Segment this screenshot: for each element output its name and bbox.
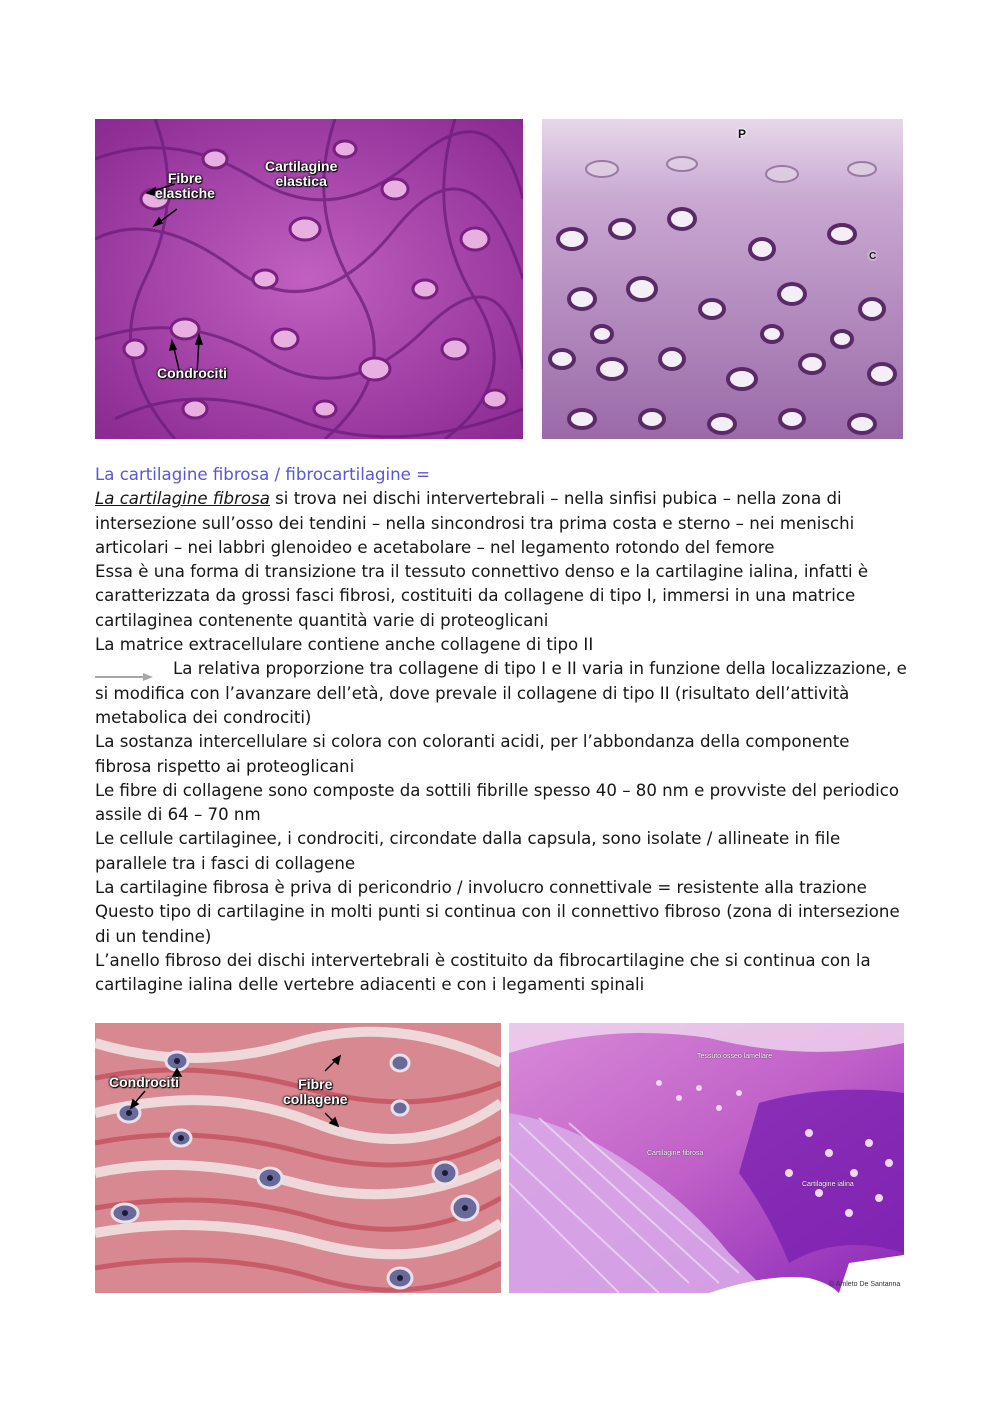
- paragraph-1: [95, 487, 910, 560]
- label-condrociti: Condrociti: [157, 365, 227, 381]
- paragraph-1-title: La cartilagine fibrosa: [95, 489, 270, 509]
- paragraph-10: L’anello fibroso dei dischi intervertebrali è costituito da fibrocartilagine che si continua con la cartilagine ialina delle vertebre adiacenti e con i legamenti spinali: [95, 950, 871, 995]
- label-cartilagine-fibrosa: Cartilagine fibrosa: [647, 1150, 704, 1157]
- body-text: [95, 463, 910, 998]
- paragraph-9: Questo tipo di cartilagine in molti punti si continua con il connettivo fibroso (zona di intersezione di un tendine): [95, 902, 900, 946]
- label-condrociti-fibrous: Condrociti: [109, 1074, 179, 1090]
- elastic-cartilage-micrograph: [95, 119, 523, 439]
- label-fibre-elastiche: Fibre elastiche: [155, 170, 215, 201]
- label-p: P: [738, 127, 747, 141]
- paragraph-7: Le cellule cartilaginee, i condrociti, circondate dalla capsula, sono isolate / allineate in file parallele tra i fasci di collagene: [95, 829, 841, 873]
- paragraph-3: La matrice extracellulare contiene anche collagene di tipo II: [95, 635, 594, 655]
- paragraph-4-text: La relativa proporzione tra collagene di tipo I e II varia in funzione della localizzazione, e si modifica con l’avanzare dell’età, dove prevale il collagene di tipo II (risultato dell’attività metabolica dei condrociti): [95, 659, 907, 727]
- hyaline-cartilage-micrograph: [542, 119, 903, 439]
- label-cartilagine-ialina: Cartilagine ialina: [802, 1181, 854, 1188]
- label-credit: © Amleto De Santanna: [829, 1281, 901, 1288]
- fibrous-cartilage-overview-micrograph: [509, 1023, 904, 1293]
- fibrous-cartilage-detail-micrograph: [95, 1023, 501, 1293]
- arrow-icon: [95, 665, 153, 675]
- paragraph-8: La cartilagine fibrosa è priva di pericondrio / involucro connettivale = resistente alla trazione: [95, 878, 867, 898]
- paragraph-6: Le fibre di collagene sono composte da sottili fibrille spesso 40 – 80 nm e provviste del periodico assile di 64 – 70 nm: [95, 780, 900, 825]
- label-tessuto-osseo: Tessuto osseo lamellare: [697, 1053, 773, 1060]
- paragraph-1-rest: si trova nei dischi intervertebrali – nella sinfisi pubica – nella zona di intersezione sull’osso dei tendini – nella sincondrosi tra prima costa e sterno – nei menischi articolari – nei labbri glenoideo e acetabolare – nel legamento rotondo del femore: [95, 489, 855, 557]
- label-cartilagine-elastica: Cartilagine elastica: [265, 158, 338, 189]
- section-heading: La cartilagine fibrosa / fibrocartilagine =: [95, 465, 431, 484]
- label-c: C: [869, 251, 877, 262]
- paragraph-2: Essa è una forma di transizione tra il tessuto connettivo denso e la cartilagine ialina, infatti è caratterizzata da grossi fasci fibrosi, costituiti da collagene di tipo I, immersi in una matrice cartilaginea contenente quantità varie di proteoglicani: [95, 562, 869, 630]
- paragraph-5: La sostanza intercellulare si colora con coloranti acidi, per l’abbondanza della componente fibrosa rispetto ai proteoglicani: [95, 732, 850, 776]
- paragraph-4: [95, 657, 910, 730]
- label-fibre-collagene: Fibre collagene: [283, 1076, 348, 1107]
